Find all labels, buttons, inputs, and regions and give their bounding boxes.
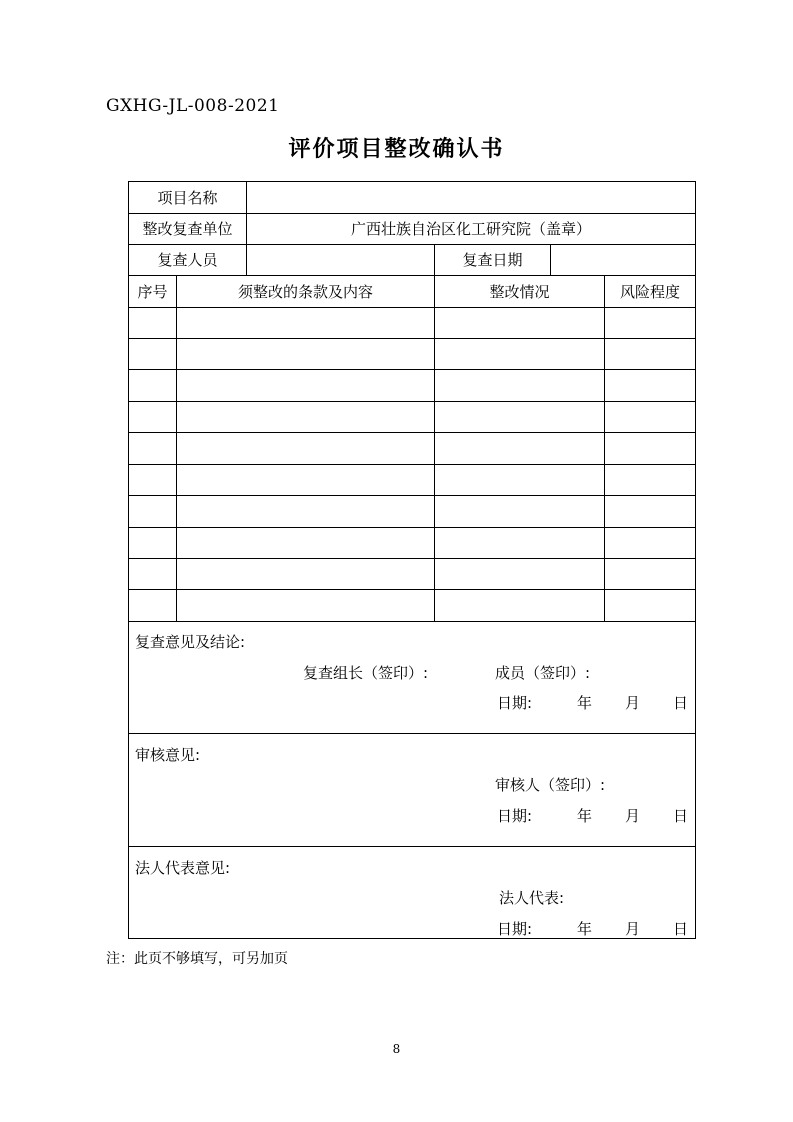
header-status: 整改情况 (489, 282, 550, 301)
review-year: 年 (577, 694, 593, 712)
audit-day: 日 (673, 807, 689, 825)
document-code: GXHG-JL-008-2021 (106, 96, 280, 116)
row-divider (129, 307, 695, 308)
review-month: 月 (625, 694, 641, 712)
row-divider (129, 558, 695, 559)
legal-date-label: 日期: (497, 920, 533, 938)
row-divider (129, 495, 695, 496)
review-heading: 复查意见及结论: (135, 633, 246, 651)
section-divider (129, 733, 695, 734)
legal-year: 年 (577, 920, 593, 938)
section-divider (129, 846, 695, 847)
row-divider (129, 527, 695, 528)
confirmation-form (128, 181, 696, 939)
row-divider (129, 621, 695, 622)
audit-heading: 审核意见: (135, 746, 201, 764)
reviewer-unit-label: 整改复查单位 (142, 220, 233, 238)
review-date-field[interactable] (551, 244, 695, 275)
legal-signature: 法人代表: (499, 889, 565, 907)
review-day: 日 (673, 694, 689, 712)
project-name-field[interactable] (247, 182, 695, 213)
header-items: 须整改的条款及内容 (237, 282, 373, 301)
audit-month: 月 (625, 807, 641, 825)
audit-year: 年 (577, 807, 593, 825)
footnote: 注：此页不够填写，可另加页 (106, 951, 288, 967)
legal-heading: 法人代表意见: (135, 859, 231, 877)
header-risk: 风险程度 (619, 282, 680, 301)
reviewer-unit-value: 广西壮族自治区化工研究院（盖章） (350, 220, 591, 238)
auditor-signature: 审核人（签印）: (495, 776, 606, 794)
header-serial: 序号 (137, 282, 168, 301)
row-divider (129, 432, 695, 433)
column-divider (604, 275, 605, 621)
member-signature: 成员（签印）: (495, 664, 591, 682)
legal-day: 日 (673, 920, 689, 938)
row-divider (129, 464, 695, 465)
row-divider (129, 589, 695, 590)
leader-signature: 复查组长（签印）: (303, 664, 429, 682)
row-divider (129, 338, 695, 339)
review-date-label: 日期: (497, 694, 533, 712)
reviewer-field[interactable] (247, 244, 434, 275)
row-divider (129, 401, 695, 402)
audit-date-label: 日期: (497, 807, 533, 825)
legal-month: 月 (625, 920, 641, 938)
row-divider (129, 369, 695, 370)
document-title: 评价项目整改确认书 (288, 136, 505, 162)
column-divider (176, 275, 177, 621)
reviewer-label: 复查人员 (157, 251, 218, 269)
column-divider (434, 275, 435, 621)
project-name-label: 项目名称 (157, 189, 218, 207)
page-number: 8 (392, 1042, 401, 1056)
review-date-label: 复查日期 (462, 251, 523, 269)
